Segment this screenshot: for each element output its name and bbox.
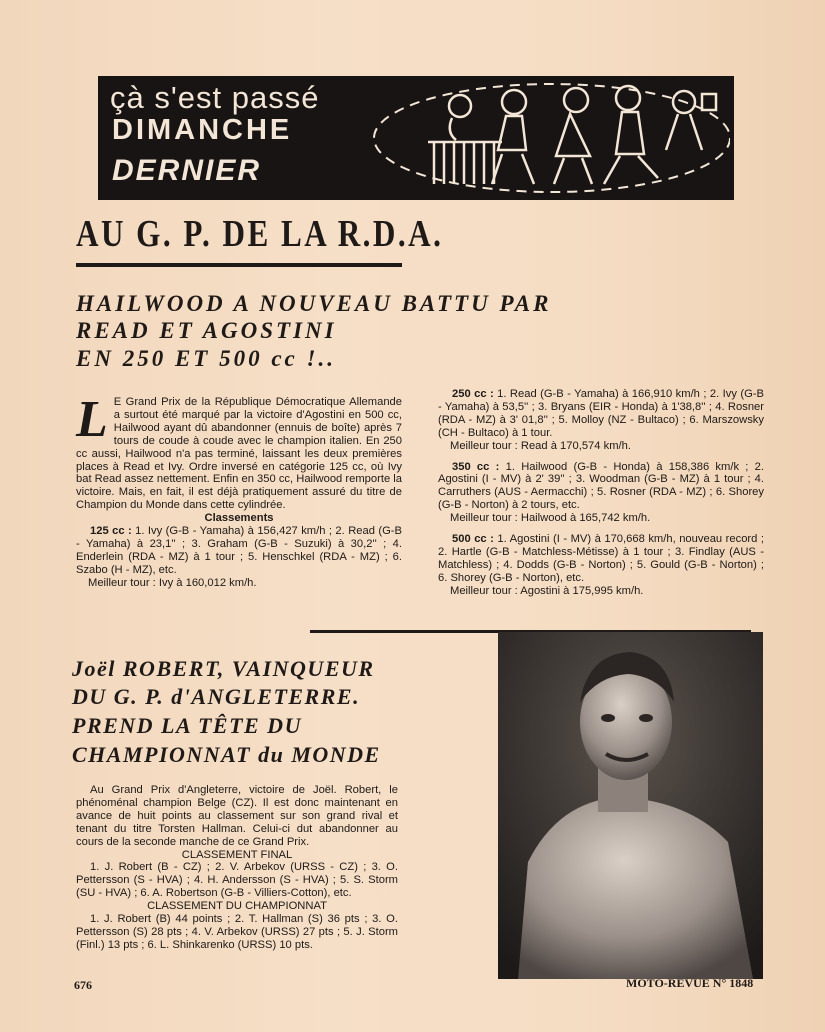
article2-intro: Au Grand Prix d'Angleterre, victoire de Joël. Robert, le phénoménal champion Belge (CZ). Il est donc maintenant en avance de huit points au classement sur son grand rival et tenant du titre Torsten Hallman. Celui-ci dut abandonner au cours de la seconde manche de ce Grand Prix. <box>76 784 398 848</box>
result-text: 1. Agostini (I - MV) à 170,668 km/h, nouveau record ; 2. Hartle (G-B - Matchless-Métisse) à 1 tour ; 3. Findlay (AUS - Matchless) ; 4. Dodds (G-B - Norton) ; 5. Gould (G-B - Norton) ; 6. Shorey (G-B - Norton), etc. <box>438 533 764 584</box>
headline-line-3: PREND LA TÊTE DU <box>72 713 302 738</box>
page-number: 676 <box>74 978 92 992</box>
result-125cc <box>76 525 402 577</box>
subtitle-line-2: READ ET AGOSTINI <box>76 318 337 343</box>
headline-line-4: CHAMPIONNAT du MONDE <box>72 742 381 767</box>
best-lap-125cc: Meilleur tour : Ivy à 160,012 km/h. <box>88 576 257 589</box>
result-text: 1. Hailwood (G-B - Honda) à 158,386 km/k ; 2. Agostini (I - MV) à 2' 39'' ; 3. Woodman (G-B - MZ) à 1 tour ; 4. Carruthers (AUS - Aermacchi) ; 5. Rosner (RDA - MZ) ; 6. Shorey (G-B - Norton) à 2 tours, etc. <box>438 460 764 512</box>
banner-line-3: DERNIER <box>112 154 262 187</box>
final-heading: CLASSEMENT FINAL <box>181 848 293 861</box>
result-label: 350 cc : <box>452 460 500 473</box>
best-lap-250cc: Meilleur tour : Read à 170,574 km/h. <box>450 439 631 452</box>
best-lap-350cc: Meilleur tour : Hailwood à 165,742 km/h. <box>450 512 651 525</box>
championship-results: 1. J. Robert (B) 44 points ; 2. T. Hallman (S) 36 pts ; 3. O. Pettersson (S) 28 pts ; 4. V. Arbekov (URSS) 27 pts ; 5. J. Storm (Finl.) 13 pts ; 6. L. Shinkarenko (URSS) 10 pts. <box>76 913 398 951</box>
subtitle-line-1: HAILWOOD A NOUVEAU BATTU PAR <box>76 291 552 316</box>
article1-intro-text: E Grand Prix de la République Démocratique Allemande a surtout été marqué par la victoire d'Agostini en 500 cc, Hailwood ayant dû abandonner (ennuis de boîte) après 7 tours de coude à coude avec le champion italien. En 250 cc aussi, Hailwood n'a pas terminé, laissant les deux premières places à Read et Ivy. Ordre inversé en catégorie 125 cc, où Ivy bat Read assez nettement. Enfin en 350 cc, Hailwood remporte la victoire. Mais, en fait, il est déjà pratiquement assuré du titre de Champion du Monde dans cette cylindrée. <box>76 396 402 512</box>
championship-heading: CLASSEMENT DU CHAMPIONNAT <box>147 900 327 913</box>
classements-heading: Classements <box>204 512 274 525</box>
result-label: 500 cc : <box>452 533 494 546</box>
article1-right-column <box>438 388 764 598</box>
result-250cc <box>438 388 764 440</box>
rider-portrait-photo <box>498 632 763 979</box>
headline-line-1: Joël ROBERT, VAINQUEUR <box>72 656 375 681</box>
headline-line-2: DU G. P. d'ANGLETERRE. <box>72 684 361 709</box>
header-banner <box>98 76 734 200</box>
magazine-issue: MOTO-REVUE N° 1848 <box>626 976 754 990</box>
result-label: 250 cc : <box>452 388 494 400</box>
final-results: 1. J. Robert (B - CZ) ; 2. V. Arbekov (URSS - CZ) ; 3. O. Pettersson (S - HVA) ; 4. H. Andersson (S - HVA) ; 5. S. Storm (SU - HVA) ; 6. A. Robertson (G-B - Villiers-Cotton), etc. <box>76 861 398 900</box>
banner-line-2: DIMANCHE <box>112 114 293 146</box>
article1-intro <box>76 391 402 512</box>
subtitle-line-3: EN 250 ET 500 cc !.. <box>76 346 336 371</box>
result-350cc <box>438 461 764 513</box>
result-text: 1. Ivy (G-B - Yamaha) à 156,427 km/h ; 2. Read (G-B - Yamaha) à 23,1'' ; 3. Graham (G-B - Suzuki) à 30,2'' ; 4. Enderlein (RDA - MZ) à 1 tour ; 5. Henschkel (RDA - MZ) ; 6. Szabo (H - MZ), etc. <box>76 525 402 576</box>
article1-left-column <box>76 391 402 590</box>
result-text: 1. Read (G-B - Yamaha) à 166,910 km/h ; 2. Ivy (G-B - Yamaha) à 53,5'' ; 3. Bryans (EIR - Honda) à 1'38,8'' ; 4. Rosner (RDA - MZ) à 3' 01,8'' ; 5. Molloy (NZ - Bultaco) ; 6. Marszowsky (CH - Bultaco) à 1 tour. <box>438 388 764 439</box>
portrait-drawing <box>498 632 763 979</box>
dropcap: L <box>76 391 108 448</box>
article-title: AU G. P. DE LA R.D.A. <box>76 213 444 255</box>
banner-line-1: çà s'est passé <box>110 80 320 115</box>
article2-body <box>76 784 398 952</box>
cartoon-figures-illustration <box>366 80 730 196</box>
result-500cc <box>438 533 764 585</box>
best-lap-500cc: Meilleur tour : Agostini à 175,995 km/h. <box>450 584 644 597</box>
result-label: 125 cc : <box>90 525 132 538</box>
title-underline <box>76 263 402 267</box>
